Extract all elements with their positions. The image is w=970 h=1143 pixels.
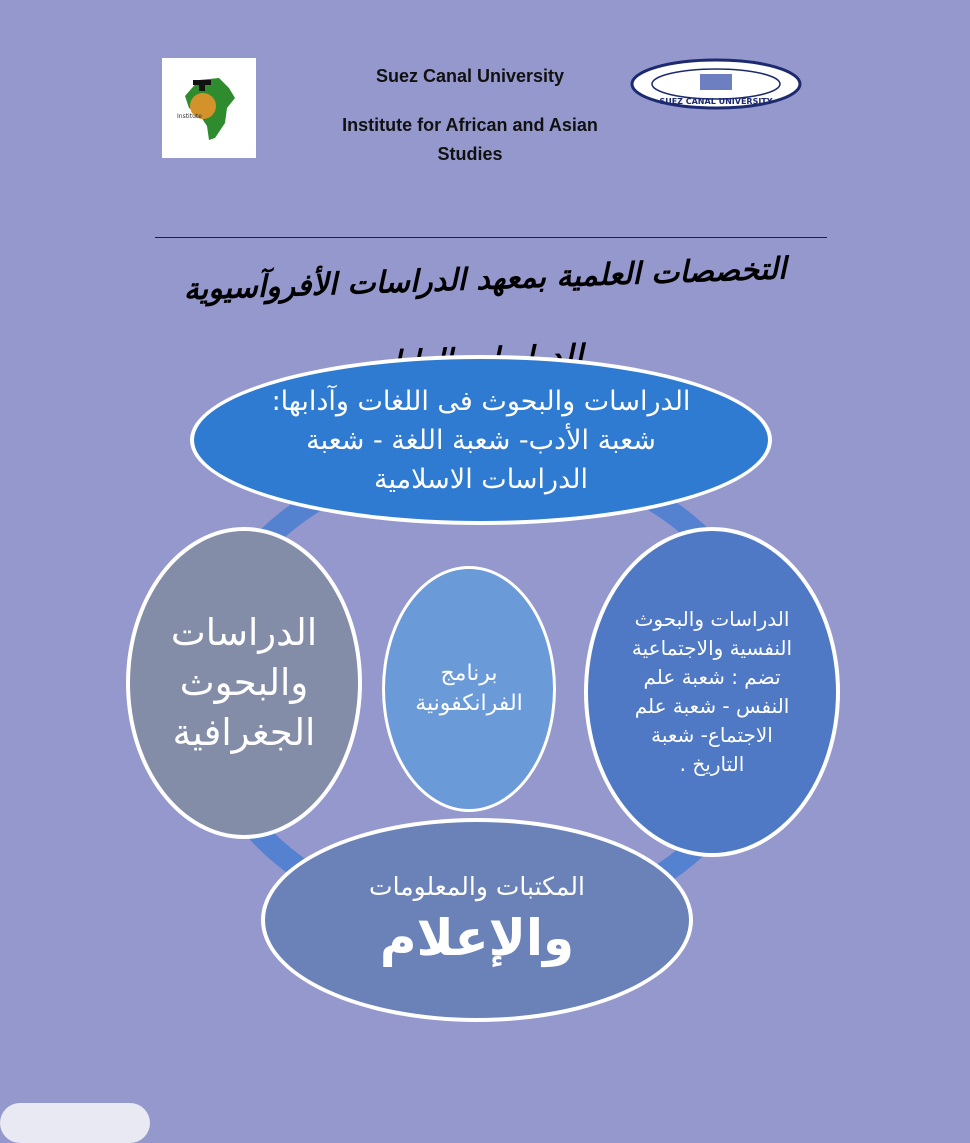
node-libraries-label: المكتبات والمعلومات <box>369 872 585 901</box>
svg-text:Institute: Institute <box>177 113 202 120</box>
corner-overlay <box>0 1103 150 1143</box>
node-geography-label: الدراسات والبحوث الجغرافية <box>170 611 318 754</box>
node-francophonie <box>382 566 556 812</box>
node-languages-label: الدراسات والبحوث فى اللغات وآدابها: شعبة الأدب- شعبة اللغة - شعبة الدراسات الاسلامية <box>271 385 691 495</box>
node-media-label: والإعلام <box>379 909 575 967</box>
university-name: Suez Canal University <box>375 66 565 86</box>
node-geography <box>126 527 362 839</box>
seal-text: SUEZ CANAL UNIVERSITY <box>659 97 773 106</box>
node-francophonie-label: برنامج الفرانكفونية <box>415 661 523 716</box>
node-languages <box>190 355 772 525</box>
page-title: التخصصات العلمية بمعهد الدراسات الأفروآسيوية <box>183 251 787 308</box>
institute-name-line1: Institute for African and Asian <box>342 115 598 135</box>
node-psych-social <box>584 527 840 857</box>
institute-name-line2: Studies <box>437 144 503 164</box>
node-psych-social-label: الدراسات والبحوث النفسية والاجتماعية تضم : شعبة علم النفس - شعبة علم الاجتماع- شعبة التاريخ . <box>631 607 793 776</box>
node-libraries-media <box>261 818 693 1022</box>
